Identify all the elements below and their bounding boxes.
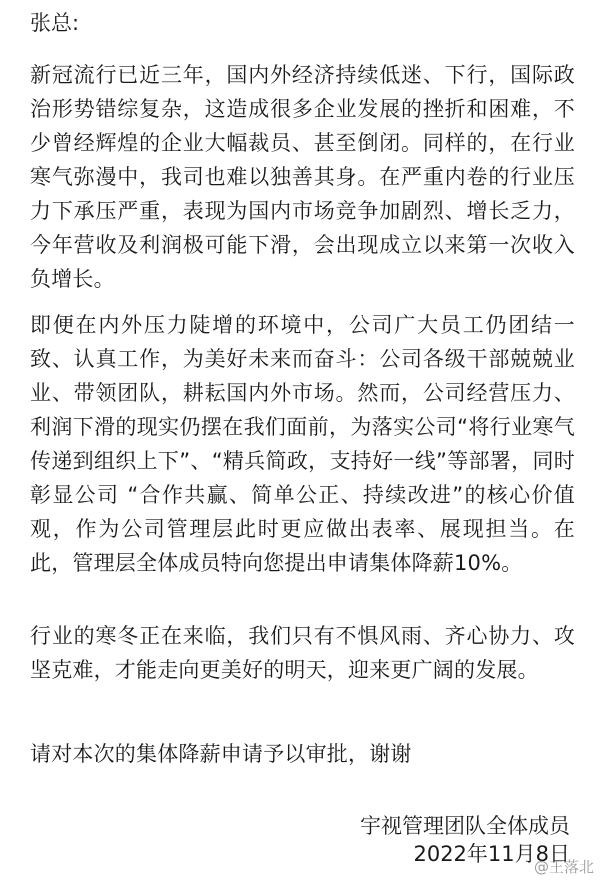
watermark: @王落北 (533, 858, 594, 876)
paragraph-1: 新冠流行已近三年，国内外经济持续低迷、下行，国际政治形势错综复杂，这造成很多企业发展的挫折和困难，不少曾经辉煌的企业大幅裁员、甚至倒闭。同样的，在行业寒气弥漫中，我司也难以独善其身。在严重内卷的行业压力下承压严重，表现为国内市场竞争加剧烈、增长乏力，今年营收及利润极可能下滑，会出现成立以来第一次收入负增长。 (30, 63, 575, 291)
signature-date: 2022年11月8日 (413, 842, 570, 866)
signature-team: 宇视管理团队全体成员 (360, 814, 570, 838)
paragraph-2: 即便在内外压力陡增的环境中，公司广大员工仍团结一致、认真工作，为美好未来而奋斗：公司各级干部兢兢业业、带领团队，耕耘国内外市场。然而，公司经营压力、利润下滑的现实仍摆在我们面前，为落实公司“将行业寒气传递到组织上下”、“精兵简政，支持好一线”等部署，同时彰显公司 “合作共赢、简单公正、持续改进”的核心价值观，作为公司管理层此时更应做出表率、展现担当。在此，管理层全体成员特向您提出申请集体降薪10%。 (30, 313, 575, 575)
salutation: 张总: (30, 11, 80, 35)
paragraph-3: 行业的寒冬正在来临，我们只有不惧风雨、齐心协力、攻坚克难，才能走向更美好的明天，迎来更广阔的发展。 (30, 624, 575, 682)
paragraph-4: 请对本次的集体降薪申请予以审批，谢谢 (30, 742, 412, 766)
